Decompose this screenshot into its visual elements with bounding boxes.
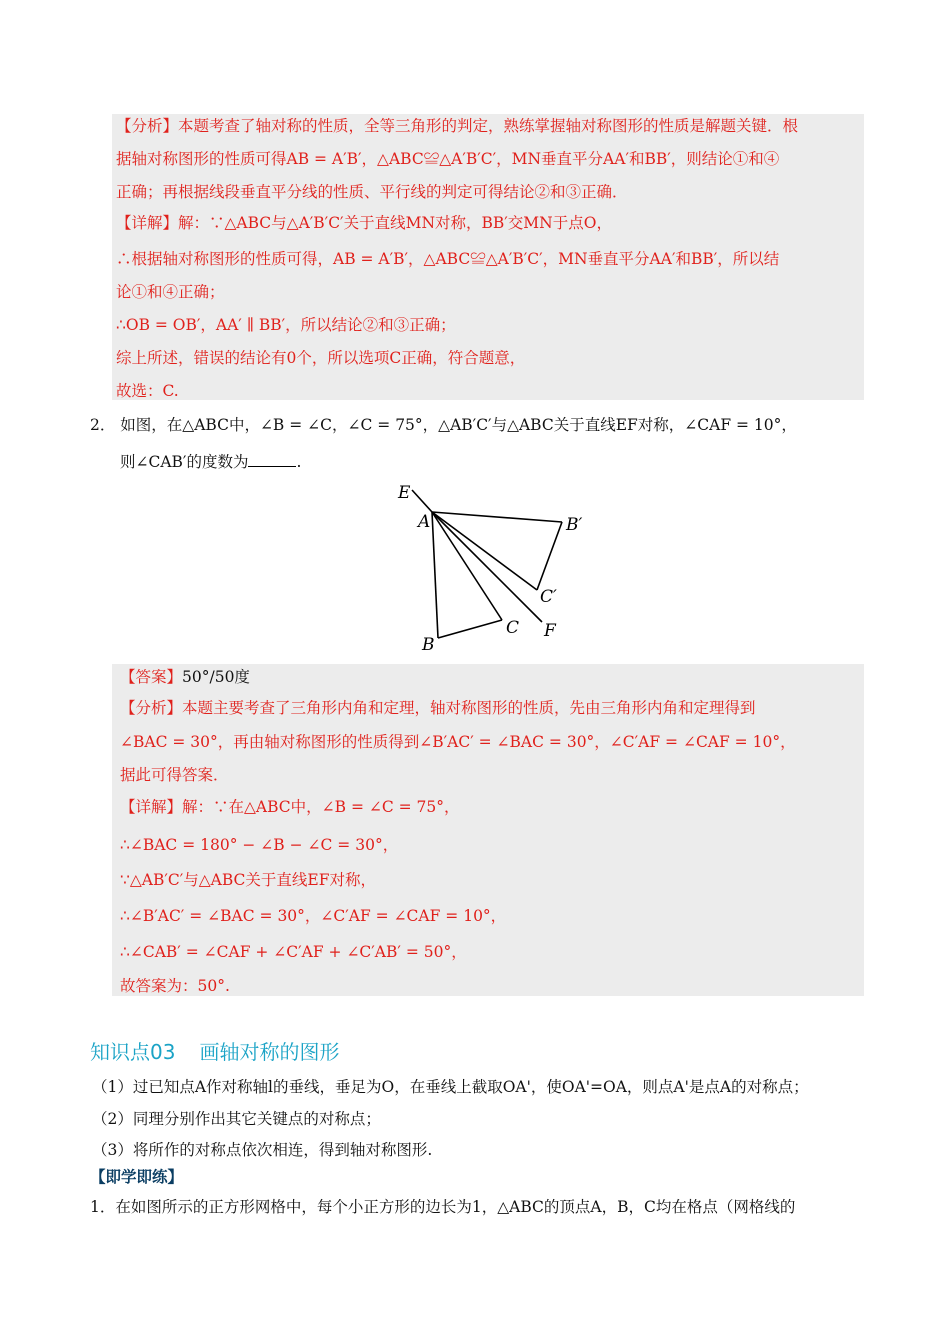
segment-ab-prime bbox=[432, 512, 562, 522]
box2-line-6: ∵△AB′C′与△ABC关于直线EF对称， bbox=[120, 871, 376, 889]
box2-line-5: ∴∠BAC = 180° − ∠B − ∠C = 30°， bbox=[120, 836, 399, 854]
section-number: 知识点03 bbox=[90, 1040, 176, 1064]
answer-value: 50°/50度 bbox=[182, 668, 250, 686]
step-3: （3）将所作的对称点依次相连，得到轴对称图形. bbox=[92, 1141, 433, 1159]
label-b-prime: B′ bbox=[566, 515, 583, 535]
box2-line-8: ∴∠CAB′ = ∠CAF + ∠C′AF + ∠C′AB′ = 50°， bbox=[120, 943, 467, 961]
question-2-line-2 bbox=[120, 450, 301, 473]
practice-problem-1: 1．在如图所示的正方形网格中，每个小正方形的边长为1，△ABC的顶点A，B，C均在格点（网格线的 bbox=[90, 1198, 796, 1216]
segment-ac bbox=[432, 512, 502, 620]
label-b: B bbox=[422, 635, 435, 655]
segment-bc bbox=[438, 620, 502, 638]
question-2-text: 则∠CAB′的度数为 bbox=[120, 453, 249, 471]
segment-ab bbox=[432, 512, 438, 638]
box1-line-6: 论①和④正确； bbox=[116, 283, 225, 301]
label-e: E bbox=[398, 483, 411, 503]
box2-line-2: ∠BAC = 30°，再由轴对称图形的性质得到∠B′AC′ = ∠BAC = 30°，∠C′AF = ∠CAF = 10°， bbox=[120, 733, 796, 751]
box1-line-4: 【详解】解：∵△ABC与△A′B′C′关于直线MN对称，BB′交MN于点O， bbox=[116, 214, 612, 232]
answer-line bbox=[120, 666, 250, 688]
answer-label: 【答案】 bbox=[120, 668, 183, 686]
label-c-prime: C′ bbox=[540, 587, 557, 607]
box2-line-7: ∴∠B′AC′ = ∠BAC = 30°，∠C′AF = ∠CAF = 10°， bbox=[120, 907, 507, 925]
box2-line-1: 【分析】本题主要考查了三角形内角和定理，轴对称图形的性质，先由三角形内角和定理得到 bbox=[120, 699, 756, 717]
label-f: F bbox=[544, 621, 556, 641]
line-ef-upper bbox=[412, 490, 432, 512]
segment-af bbox=[432, 512, 542, 622]
box2-line-4: 【详解】解：∵在△ABC中，∠B = ∠C = 75°， bbox=[120, 798, 460, 816]
segment-b-prime-c-prime bbox=[537, 522, 562, 590]
geometry-figure bbox=[390, 478, 583, 658]
answer-blank bbox=[248, 450, 296, 467]
section-title: 画轴对称的图形 bbox=[199, 1040, 340, 1064]
section-heading bbox=[90, 1036, 339, 1065]
step-2: （2）同理分别作出其它关键点的对称点； bbox=[92, 1110, 381, 1128]
box1-line-9: 故选：C. bbox=[116, 382, 179, 400]
box2-line-3: 据此可得答案． bbox=[120, 766, 229, 784]
question-2-end: . bbox=[296, 453, 302, 471]
box1-line-2: 据轴对称图形的性质可得AB = A′B′，△ABC≌△A′B′C′，MN垂直平分AA′和BB′，则结论①和④ bbox=[116, 150, 780, 168]
label-c: C bbox=[506, 618, 520, 638]
box1-line-1: 【分析】本题考查了轴对称的性质，全等三角形的判定，熟练掌握轴对称图形的性质是解题关键．根 bbox=[116, 117, 799, 135]
segment-ac-prime bbox=[432, 512, 537, 590]
label-a: A bbox=[418, 512, 431, 532]
box2-line-9: 故答案为：50°. bbox=[120, 977, 230, 995]
box1-line-5: ∴根据轴对称图形的性质可得，AB = A′B′，△ABC≌△A′B′C′，MN垂直平分AA′和BB′，所以结 bbox=[116, 250, 780, 268]
box1-line-3: 正确；再根据线段垂直平分线的性质、平行线的判定可得结论②和③正确． bbox=[116, 183, 628, 201]
question-2-line-1: 2． 如图，在△ABC中，∠B = ∠C，∠C = 75°，△AB′C′与△ABC关于直线EF对称，∠CAF = 10°， bbox=[90, 416, 797, 434]
step-1: （1）过已知点A作对称轴l的垂线，垂足为O，在垂线上截取OA'，使OA'=OA，则点A'是点A的对称点； bbox=[92, 1078, 809, 1096]
box1-line-8: 综上所述，错误的结论有0个，所以选项C正确，符合题意， bbox=[116, 349, 526, 367]
box1-line-7: ∴OB = OB′，AA′ ∥ BB′，所以结论②和③正确； bbox=[116, 316, 456, 334]
practice-label: 【即学即练】 bbox=[90, 1167, 184, 1186]
